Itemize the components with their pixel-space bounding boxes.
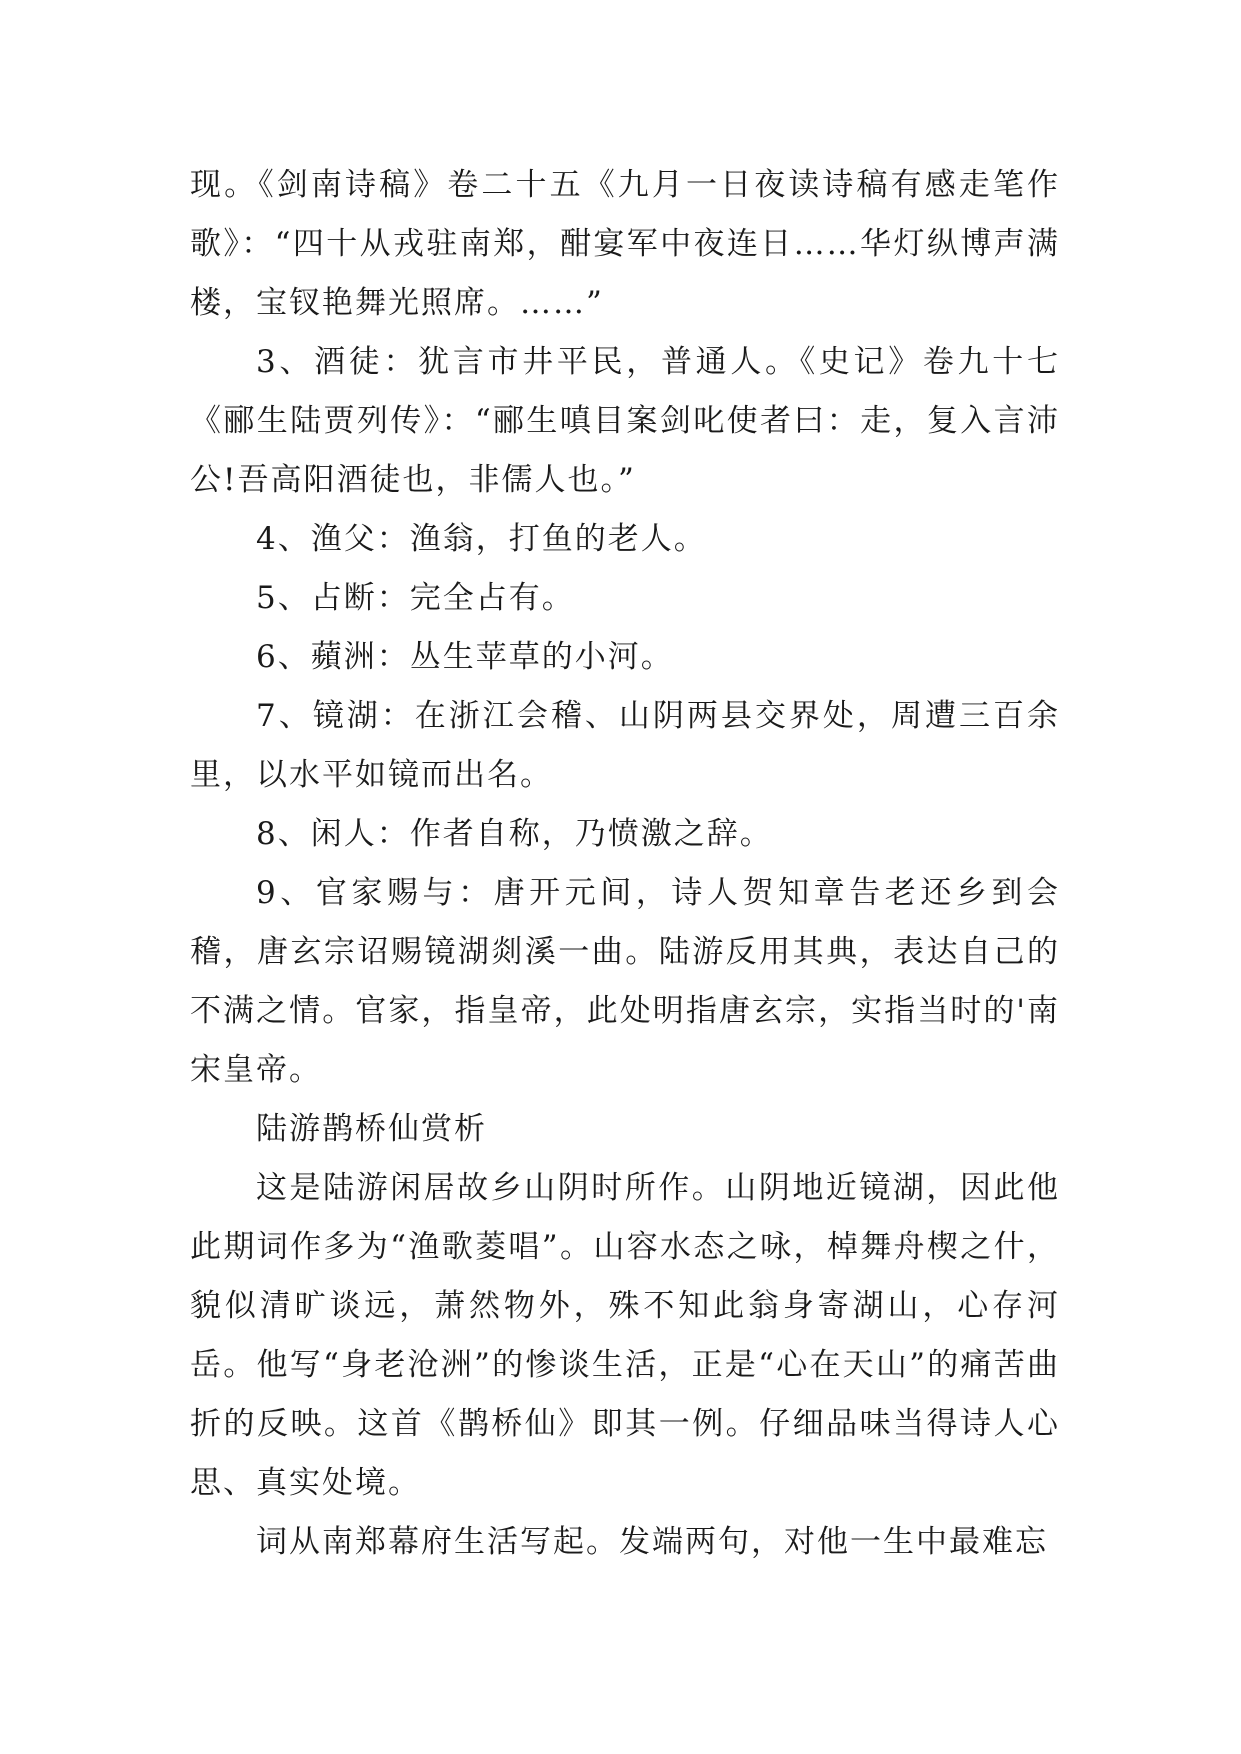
note-8-xianren: 8、闲人：作者自称，乃愤激之辞。 [256,816,773,852]
note-5-zhanduan: 5、占断：完全占有。 [256,580,575,616]
note-9-guanjia: 9、官家赐与：唐开元间，诗人贺知章告老还乡到会稽，唐玄宗诏赐镜湖剡溪一曲。陆游反用其典，表达自己的不满之情。官家，指皇帝，此处明指唐玄宗，实指当时的'南宋皇帝。 [190,875,1060,1088]
body-text [190,156,1060,1572]
analysis-paragraph: 这是陆游闲居故乡山阴时所作。山阴地近镜湖，因此他此期词作多为“渔歌菱唱”。山容水态之咏，棹舞舟楔之什，貌似清旷谈远，萧然物外，殊不知此翁身寄湖山，心存河岳。他写“身老沧洲”的惨谈生活，正是“心在天山”的痛苦曲折的反映。这首《鹊桥仙》即其一例。仔细品味当得诗人心思、真实处境。 [190,1170,1060,1501]
note-6-pinzhou: 6、蘋洲：丛生苹草的小河。 [256,639,674,675]
note-3-jiutu: 3、酒徒：犹言市井平民，普通人。《史记》卷九十七《郦生陆贾列传》：“郦生嗔目案剑叱使者曰：走，复入言沛公!吾高阳酒徒也，非儒人也。” [190,344,1060,498]
section-heading: 陆游鹊桥仙赏析 [256,1111,487,1147]
note-7-jinghu: 7、镜湖：在浙江会稽、山阴两县交界处，周遭三百余里，以水平如镜而出名。 [190,698,1060,793]
paragraph-continuation: 现。《剑南诗稿》卷二十五《九月一日夜读诗稿有感走笔作歌》：“四十从戎驻南郑，酣宴军中夜连日……华灯纵博声满楼，宝钗艳舞光照席。……” [190,167,1060,321]
note-4-yufu: 4、渔父：渔翁，打鱼的老人。 [256,521,707,557]
analysis-paragraph-continued: 词从南郑幕府生活写起。发端两句，对他一生中最难忘 [256,1524,1048,1560]
